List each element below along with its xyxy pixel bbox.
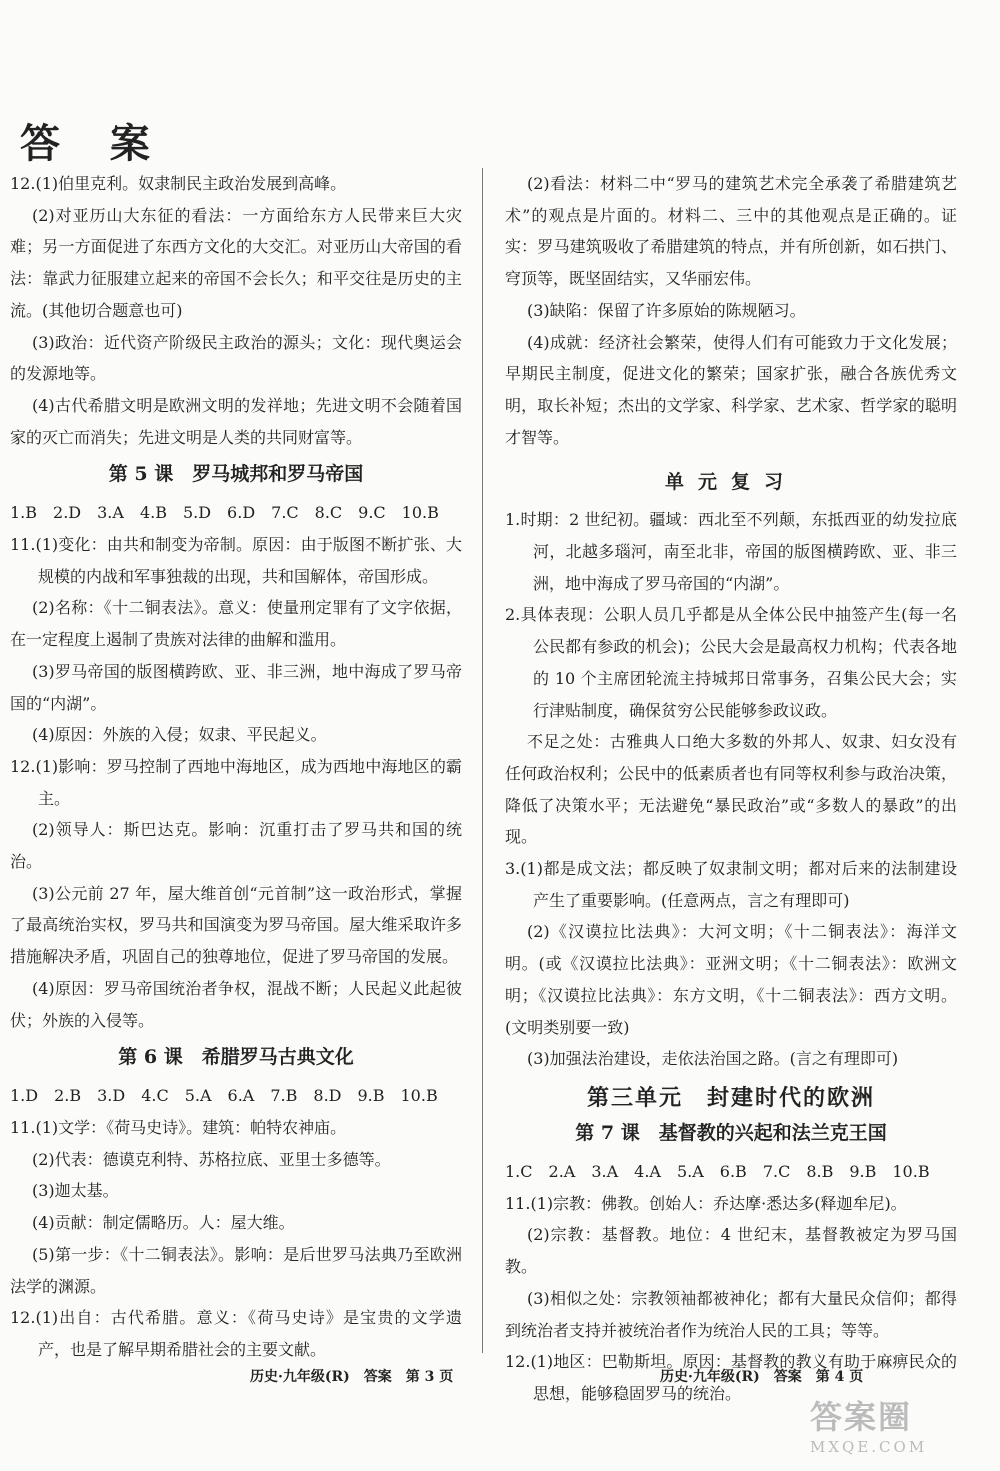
answer-paragraph: (2)名称：《十二铜表法》。意义：使量刑定罪有了文字依据，在一定程度上遏制了贵族对法律的曲解和滥用。 [10,598,462,650]
answer-paragraph: 1.D 2.B 3.D 4.C 5.A 6.A 7.B 8.D 9.B 10.B [10,1086,438,1106]
answer-paragraph: (2)宗教：基督教。地位：4 世纪末，基督教被定为罗马国教。 [505,1225,957,1277]
column-divider [482,168,483,1353]
review-heading: 单元复习 [664,471,797,494]
answer-paragraph: (2)看法：材料二中“罗马的建筑艺术完全承袭了希腊建筑艺术”的观点是片面的。材料二、三中的其他观点是正确的。证实：罗马建筑吸收了希腊建筑的特点，并有所创新，如石拱门、穹顶等，既坚固结实，又华丽宏伟。 [505,174,957,289]
answer-paragraph: (2)《汉谟拉比法典》：大河文明；《十二铜表法》：海洋文明。(或《汉谟拉比法典》：亚洲文明；《十二铜表法》：欧洲文明；《汉谟拉比法典》：东方文明，《十二铜表法》：西方文明。(文明类别要一致) [505,922,957,1037]
answer-paragraph: (2)代表：德谟克利特、苏格拉底、亚里士多德等。 [32,1149,391,1169]
answer-paragraph: (3)公元前 27 年，屋大维首创“元首制”这一政治形式，掌握了最高统治实权，罗马共和国演变为罗马帝国。屋大维采取许多措施解决矛盾，巩固自己的独尊地位，促进了罗马帝国的发展。 [10,883,462,967]
answer-paragraph: (2)对亚历山大东征的看法：一方面给东方人民带来巨大灾难；另一方面促进了东西方文化的大交汇。对亚历山大帝国的看法：靠武力征服建立起来的帝国不会长久；和平交往是历史的主流。(其他切合题意也可) [10,205,462,320]
answer-paragraph: (2)领导人：斯巴达克。影响：沉重打击了罗马共和国的统治。 [10,820,462,872]
lesson-heading: 第 6 课 希腊罗马古典文化 [118,1046,354,1069]
answer-paragraph: 11.(1)宗教：佛教。创始人：乔达摩·悉达多(释迦牟尼)。 [505,1193,907,1213]
answer-paragraph: 11.(1)变化：由共和制变为帝制。原因：由于版图不断扩张、大规模的内战和军事独裁的出现，共和国解体，帝国形成。 [10,535,462,586]
answer-paragraph: (5)第一步：《十二铜表法》。影响：是后世罗马法典乃至欧洲法学的渊源。 [10,1244,462,1296]
answer-paragraph: 3.(1)都是成文法；都反映了奴隶制文明；都对后来的法制建设产生了重要影响。(任意两点，言之有理即可) [505,859,957,910]
answer-paragraph: 1.B 2.D 3.A 4.B 5.D 6.D 7.C 8.C 9.C 10.B [10,503,439,523]
answer-paragraph: (3)加强法治建设，走依法治国之路。(言之有理即可) [527,1049,899,1069]
lesson-heading: 第 7 课 基督教的兴起和法兰克王国 [575,1121,887,1144]
answer-paragraph: (3)相似之处：宗教领袖都被神化；都有大量民众信仰；都得到统治者支持并被统治者作为统治人民的工具；等等。 [505,1288,957,1340]
answer-paragraph: 不足之处：古雅典人口绝大多数的外邦人、奴隶、妇女没有任何政治权利；公民中的低素质者也有同等权利参与政治决策，降低了决策水平；无法避免“暴民政治”或“多数人的暴政”的出现。 [505,732,957,847]
answer-paragraph: (3)政治：近代资产阶级民主政治的源头；文化：现代奥运会的发源地等。 [10,332,462,384]
answer-paragraph: 12.(1)影响：罗马控制了西地中海地区，成为西地中海地区的霸主。 [10,756,462,808]
answer-paragraph: (4)原因：外族的入侵；奴隶、平民起义。 [32,725,327,745]
answer-paragraph: 1.时期：2 世纪初。疆域：西北至不列颠，东抵西亚的幼发拉底河，北越多瑙河，南至北非，帝国的版图横跨欧、亚、非三洲，地中海成了罗马帝国的“内湖”。 [505,510,957,593]
answer-paragraph: 12.(1)出自：古代希腊。意义：《荷马史诗》是宝贵的文学遗产，也是了解早期希腊社会的主要文献。 [10,1308,462,1359]
answer-paragraph: 11.(1)文学：《荷马史诗》。建筑：帕特农神庙。 [10,1117,347,1137]
answer-paragraph: (4)原因：罗马帝国统治者争权，混战不断；人民起义此起彼伏；外族的入侵等。 [10,978,462,1030]
answer-paragraph: 1.C 2.A 3.A 4.A 5.A 6.B 7.C 8.B 9.B 10.B [505,1161,930,1181]
answer-paragraph: (3)迦太基。 [32,1181,119,1201]
footer-left: 历史·九年级(R) 答案 第 3 页 [250,1369,454,1385]
answer-paragraph: 2.具体表现：公职人员几乎都是从全体公民中抽签产生(每一名公民都有参政的机会)；公民大会是最高权力机构；代表各地的 10 个主席团轮流主持城邦日常事务，召集公民大会；实行津贴制度，确保贫穷公民能够参政议政。 [505,605,957,720]
answer-paragraph: (4)成就：经济社会繁荣，使得人们有可能致力于文化发展；早期民主制度，促进文化的繁荣；国家扩张，融合各族优秀文明，取长补短；杰出的文学家、科学家、艺术家、哲学家的聪明才智等。 [505,332,957,447]
answer-paragraph: 12.(1)伯里克利。奴隶制民主政治发展到高峰。 [10,174,347,193]
answer-paragraph: 12.(1)地区：巴勒斯坦。原因：基督教的教义有助于麻痹民众的思想，能够稳固罗马的统治。 [505,1352,957,1403]
lesson-heading: 第 5 课 罗马城邦和罗马帝国 [108,463,364,486]
watermark-url: MXQE.COM [810,1438,928,1456]
answer-paragraph: (3)罗马帝国的版图横跨欧、亚、非三洲，地中海成了罗马帝国的“内湖”。 [10,661,462,713]
left-column [10,168,462,1366]
answer-paragraph: (4)古代希腊文明是欧洲文明的发祥地；先进文明不会随着国家的灭亡而消失；先进文明是人类的共同财富等。 [10,395,462,447]
right-column [505,168,957,1410]
unit-heading: 第三单元 封建时代的欧洲 [586,1084,875,1111]
footer-right: 历史·九年级(R) 答案 第 4 页 [660,1369,864,1385]
page-title: 答 案 [20,120,168,167]
answer-paragraph: (4)贡献：制定儒略历。人：屋大维。 [32,1213,295,1233]
watermark-logo: 答案圈 [810,1398,913,1436]
answer-paragraph: (3)缺陷：保留了许多原始的陈规陋习。 [527,300,806,320]
